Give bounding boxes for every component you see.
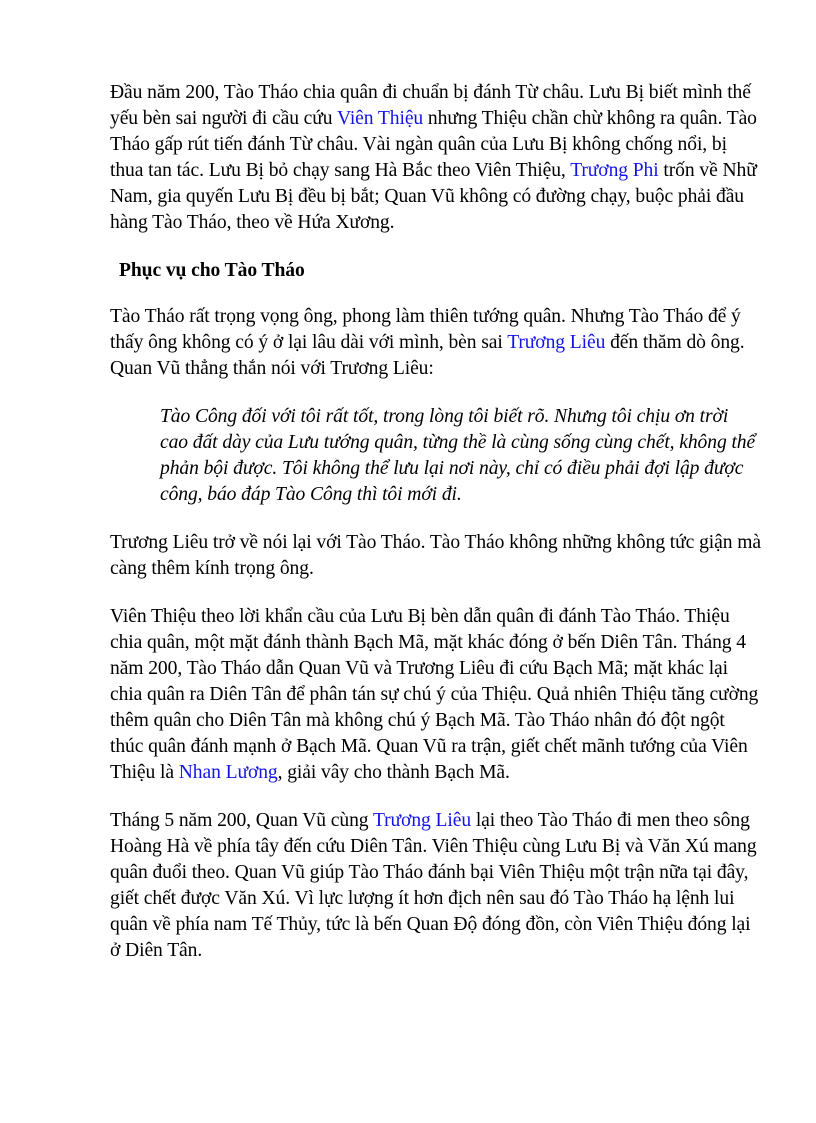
text-segment: , giải vây cho thành Bạch Mã. <box>277 762 510 783</box>
link-truong-lieu[interactable]: Trương Liêu <box>507 332 606 353</box>
text-segment: Tháng 5 năm 200, Quan Vũ cùng <box>110 810 373 831</box>
link-truong-phi[interactable]: Trương Phi <box>570 160 659 181</box>
paragraph-return <box>110 530 762 582</box>
text-segment: Trương Liêu trở về nói lại với Tào Tháo. Tào Tháo không những không tức giận mà càng thêm kính trọng ông. <box>110 532 761 579</box>
text-segment: Viên Thiệu theo lời khẩn cầu của Lưu Bị bèn dẫn quân đi đánh Tào Tháo. Thiệu chia quân, một mặt đánh thành Bạch Mã, mặt khác đóng ở bến Diên Tân. Tháng 4 năm 200, Tào Tháo dẫn Quan Vũ và Trương Liêu đi cứu Bạch Mã; mặt khác lại chia quân ra Diên Tân để phân tán sự chú ý của Thiệu. Quả nhiên Thiệu tăng cường thêm quân cho Diên Tân mà không chú ý Bạch Mã. Tào Tháo nhân đó đột ngột thúc quân đánh mạnh ở Bạch Mã. Quan Vũ ra trận, giết chết mãnh tướng của Viên Thiệu là <box>110 606 759 783</box>
document-page <box>110 80 762 986</box>
paragraph-service <box>110 304 762 382</box>
paragraph-intro <box>110 80 762 236</box>
text-segment: lại theo Tào Tháo đi men theo sông Hoàng Hà về phía tây đến cứu Diên Tân. Viên Thiệu cùng Lưu Bị và Văn Xú mang quân đuổi theo. Quan Vũ giúp Tào Tháo đánh bại Viên Thiệu một trận nữa tại đây, giết chết được Văn Xú. Vì lực lượng ít hơn địch nên sau đó Tào Tháo hạ lệnh lui quân về phía nam Tế Thủy, tức là bến Quan Độ đóng đồn, còn Viên Thiệu đóng lại ở Diên Tân. <box>110 810 757 961</box>
paragraph-dien-tan <box>110 808 762 964</box>
link-truong-lieu-2[interactable]: Trương Liêu <box>372 810 472 831</box>
text-segment: Đầu năm 200, Tào Tháo chia quân đi chuẩn bị đánh Từ châu. Lưu Bị biết mình thế yếu bèn sai người đi cầu cứu <box>110 82 751 129</box>
text-segment: Tào Tháo rất trọng vọng ông, phong làm thiên tướng quân. Nhưng Tào Tháo để ý thấy ông không có ý ở lại lâu dài với mình, bèn sai <box>110 306 741 353</box>
link-vien-thieu[interactable]: Viên Thiệu <box>336 108 424 129</box>
link-nhan-luong[interactable]: Nhan Lương <box>178 762 278 783</box>
paragraph-bach-ma <box>110 604 762 786</box>
text-segment: nhưng Thiệu chần chừ không ra quân. Tào Tháo gấp rút tiến đánh Từ châu. Vài ngàn quân của Lưu Bị không chống nổi, bị thua tan tác. Lưu Bị bỏ chạy sang Hà Bắc theo Viên Thiệu, <box>110 108 757 181</box>
text-segment: trốn về Nhữ Nam, gia quyến Lưu Bị đều bị bắt; Quan Vũ không có đường chạy, buộc phải đầu hàng Tào Tháo, theo về Hứa Xương. <box>110 160 757 233</box>
blockquote: Tào Công đối với tôi rất tốt, trong lòng tôi biết rõ. Nhưng tôi chịu ơn trời cao đất dày của Lưu tướng quân, từng thề là cùng sống cùng chết, không thể phản bội được. Tôi không thể lưu lại nơi này, chỉ có điều phải đợi lập được công, báo đáp Tào Công thì tôi mới đi. <box>160 406 756 505</box>
section-heading: Phục vụ cho Tào Tháo <box>119 260 305 281</box>
text-segment: đến thăm dò ông. Quan Vũ thẳng thắn nói với Trương Liêu: <box>110 332 745 379</box>
